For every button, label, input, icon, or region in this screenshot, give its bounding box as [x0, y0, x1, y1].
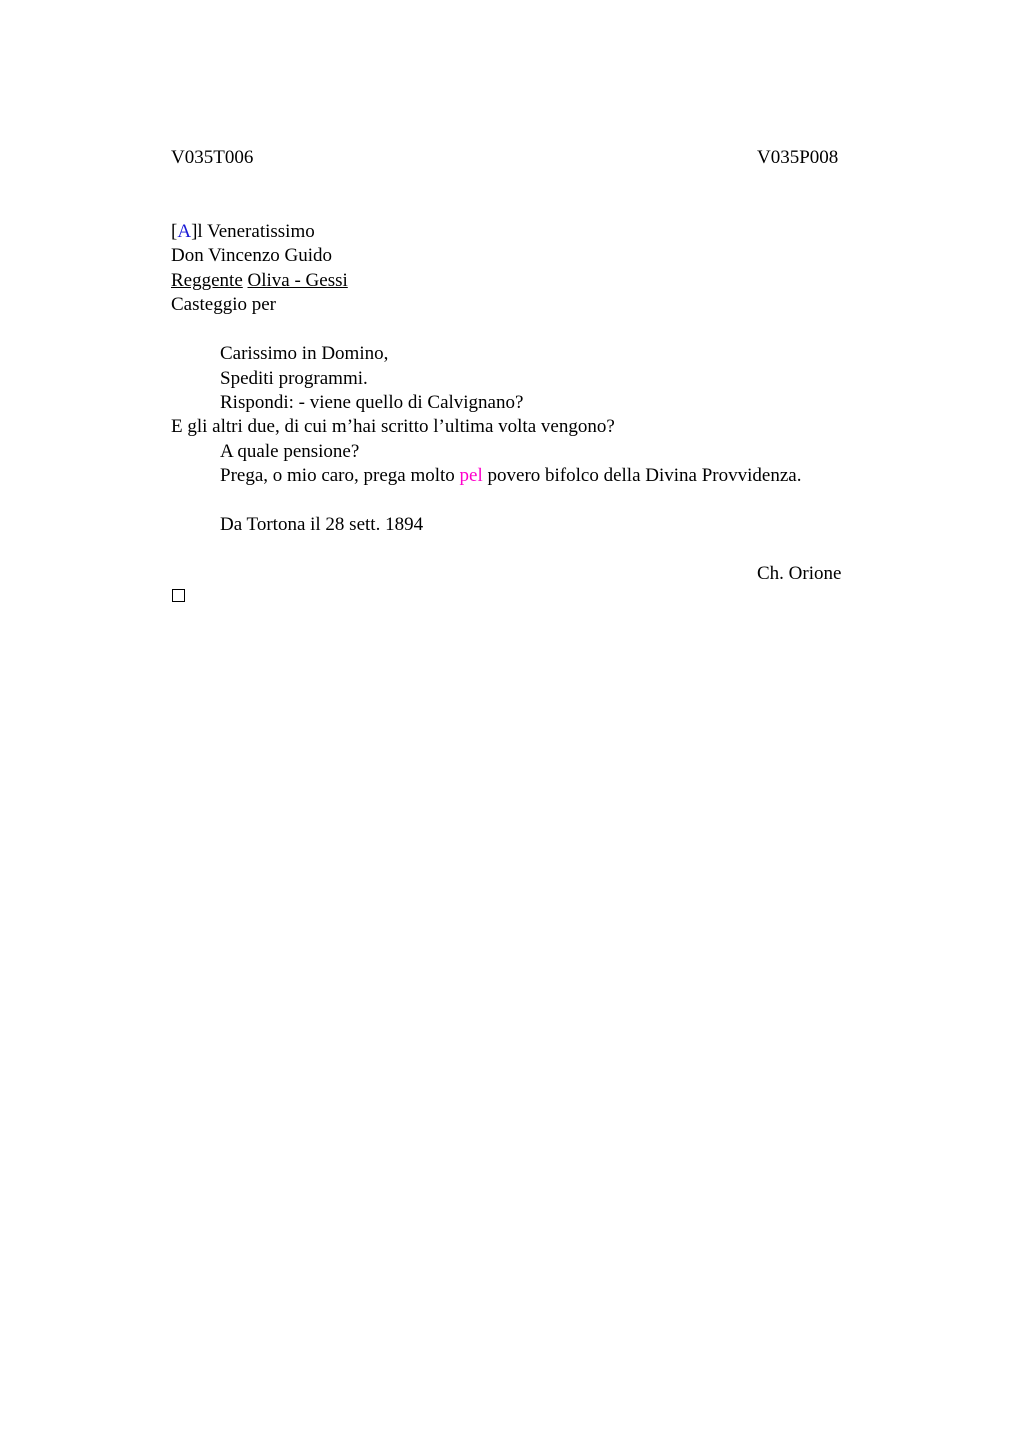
bracket-open: [	[171, 221, 178, 242]
body-line-3: E gli altri due, di cui m’hai scritto l’ultima volta vengono?	[171, 416, 615, 437]
address-line-1-rest: ]l Veneratissimo	[191, 221, 315, 242]
body-line-5	[220, 464, 801, 488]
body-line-4: A quale pensione?	[220, 441, 360, 462]
body-line-5-before: Prega, o mio caro, prega molto	[220, 465, 460, 486]
address-place: Oliva - Gessi	[247, 270, 348, 291]
address-line-2: Don Vincenzo Guido	[171, 245, 333, 266]
address-line-1	[171, 220, 315, 244]
body-line-1: Spediti programmi.	[220, 368, 368, 389]
header-left-code: V035T006	[171, 147, 254, 168]
header-right-code: V035P008	[757, 147, 839, 168]
address-line-3	[171, 269, 348, 293]
body-line-5-after: povero bifolco della Divina Provvidenza.	[482, 465, 802, 486]
salutation: Carissimo in Domino,	[220, 343, 389, 364]
end-marker-box	[172, 589, 185, 602]
signature: Ch. Orione	[757, 563, 842, 584]
restored-letter: A	[177, 221, 192, 242]
address-title: Reggente	[171, 270, 243, 291]
address-line-4: Casteggio per	[171, 294, 277, 315]
highlighted-word: pel	[459, 465, 483, 486]
date-line: Da Tortona il 28 sett. 1894	[220, 514, 424, 535]
body-line-2: Rispondi: - viene quello di Calvignano?	[220, 392, 524, 413]
